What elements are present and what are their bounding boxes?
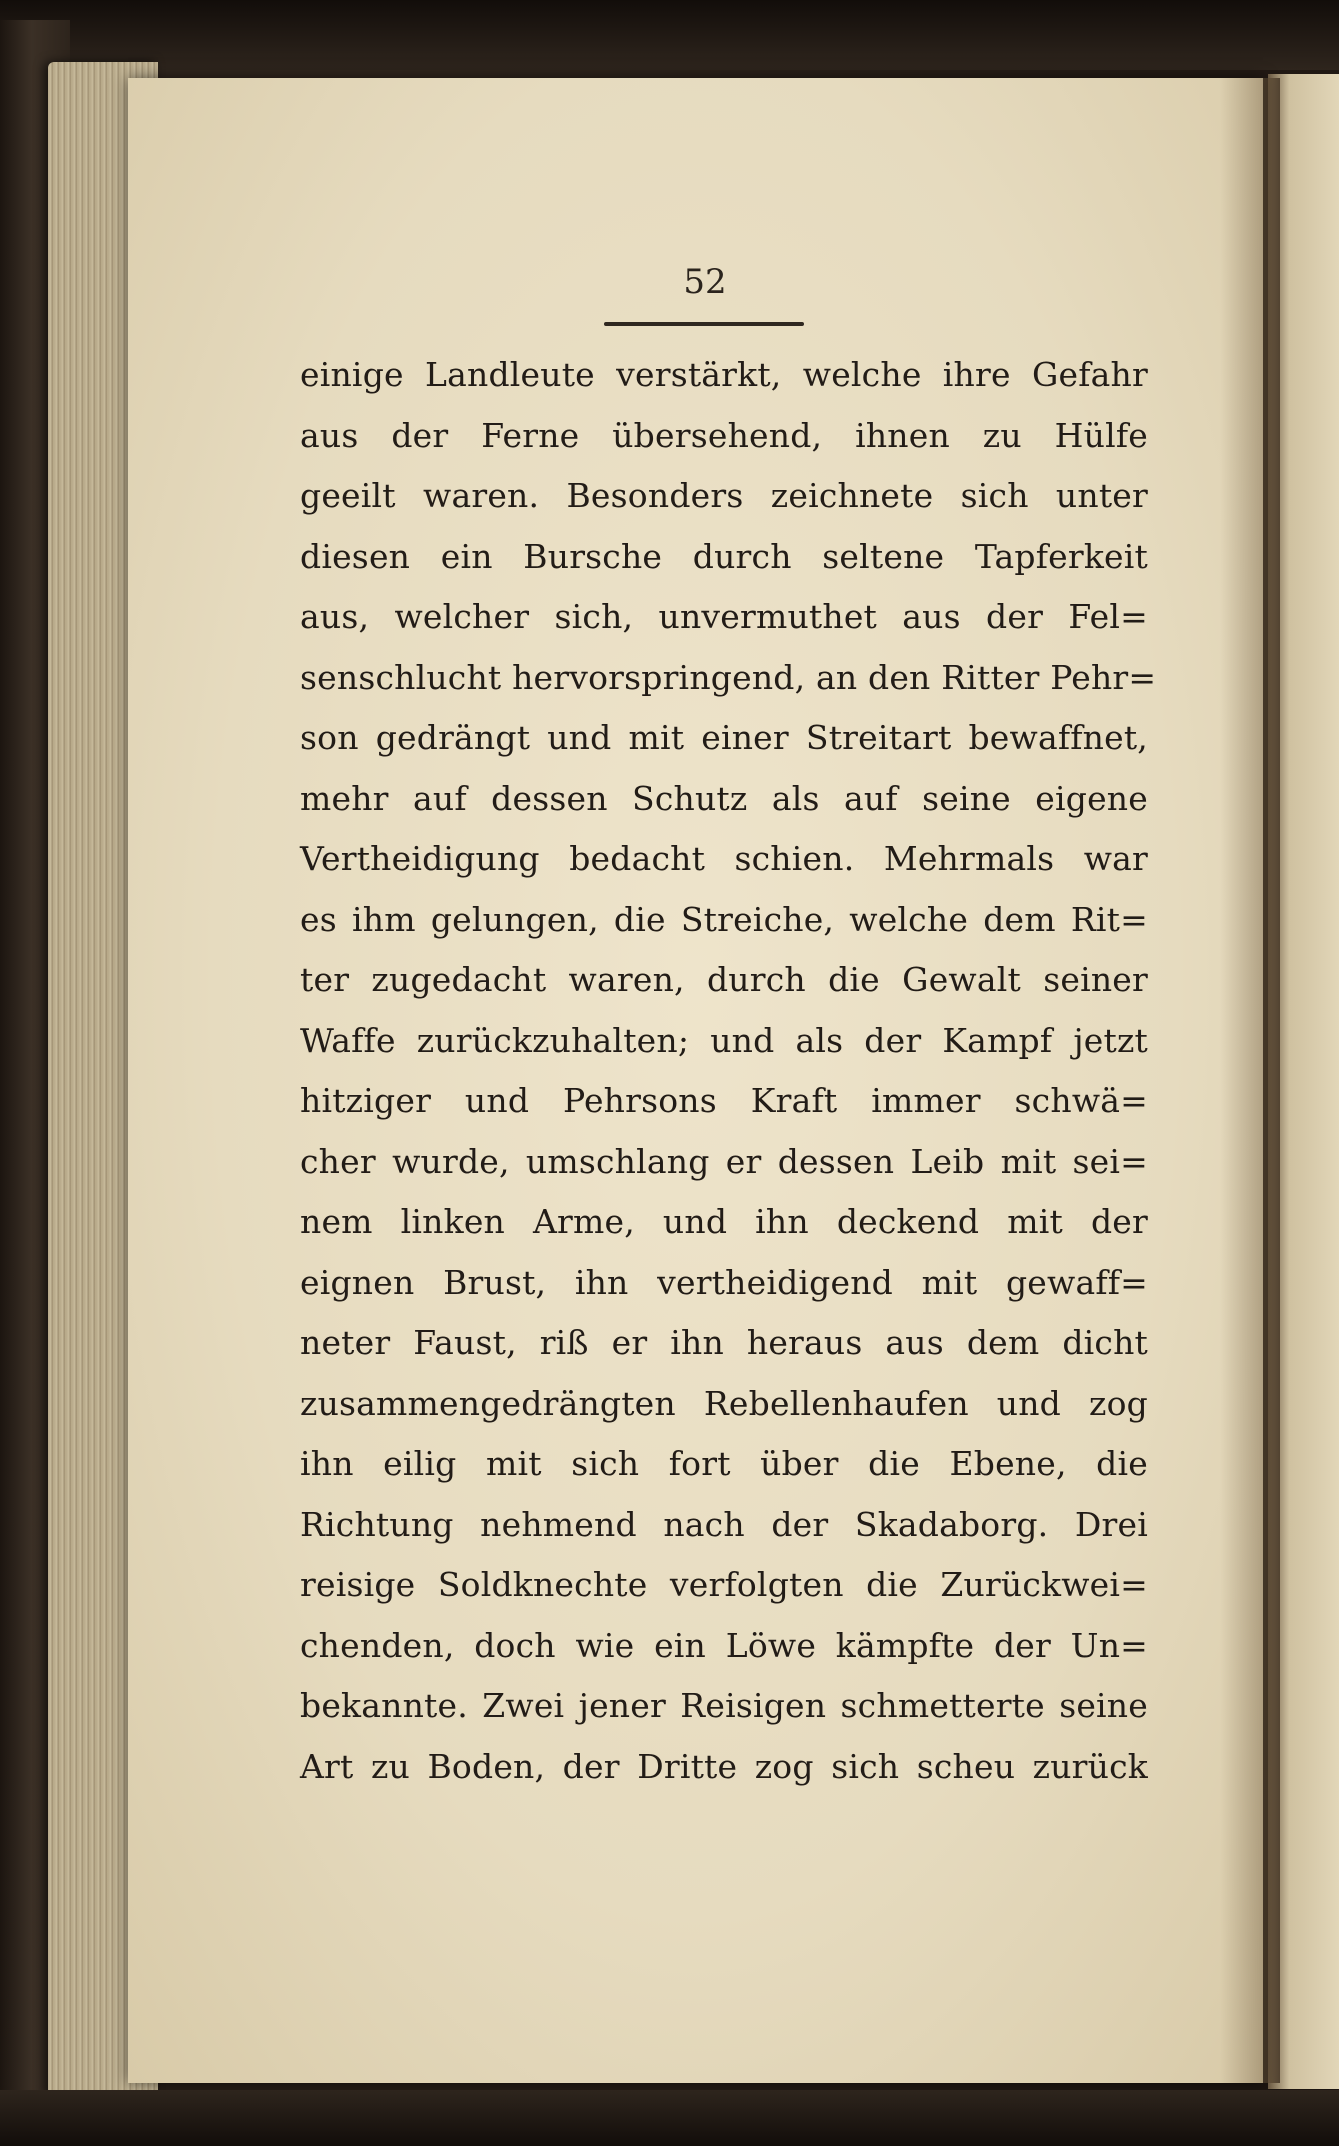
text-line: bekannte. Zwei jener Reisigen schmetterte seine [300,1686,1148,1725]
text-line: ihn eilig mit sich fort über die Ebene, die [300,1444,1148,1483]
text-line: chenden, doch wie ein Löwe kämpfte der Un= [300,1625,1148,1665]
page-number: 52 [683,262,727,302]
book-cover-bottom [0,2090,1339,2146]
text-line: aus, welcher sich, unvermuthet aus der Fel= [300,597,1148,636]
text-line: ter zugedacht waren, durch die Gewalt seiner [300,960,1148,999]
page-gutter-shadow [1220,78,1280,2083]
text-line: reisige Soldknechte verfolgten die Zurückwei= [300,1565,1148,1604]
text-line: geeilt waren. Besonders zeichnete sich unter [300,476,1148,515]
text-line: Art zu Boden, der Dritte zog sich scheu zurück [300,1746,1148,1786]
body-text [300,345,1157,1797]
text-line: Richtung nehmend nach der Skadaborg. Drei [300,1504,1148,1544]
text-line: es ihm gelungen, die Streiche, welche dem Rit= [300,899,1148,939]
text-line: son gedrängt und mit einer Streitart bewaffnet, [300,718,1148,757]
text-line: einige Landleute verstärkt, welche ihre Gefahr [300,355,1148,394]
text-line: neter Faust, riß er ihn heraus aus dem dicht [300,1323,1148,1362]
text-line: Vertheidigung bedacht schien. Mehrmals war [300,839,1148,878]
text-line: hitziger und Pehrsons Kraft immer schwä= [300,1081,1148,1120]
header-rule [604,322,804,326]
book-cover-top [0,0,1339,70]
text-line: zusammengedrängten Rebellenhaufen und zog [300,1383,1148,1423]
text-line: aus der Ferne übersehend, ihnen zu Hülfe [300,415,1148,455]
text-line: mehr auf dessen Schutz als auf seine eigene [300,778,1148,818]
text-line: eignen Brust, ihn vertheidigend mit gewaff= [300,1262,1148,1302]
text-line: Waffe zurückzuhalten; und als der Kampf jetzt [300,1020,1148,1060]
text-line: nem linken Arme, und ihn deckend mit der [300,1202,1148,1241]
text-line: diesen ein Bursche durch seltene Tapferkeit [300,536,1148,576]
text-line: cher wurde, umschlang er dessen Leib mit sei= [300,1141,1148,1181]
text-line: senschlucht hervorspringend, an den Ritter Pehr= [300,657,1157,697]
